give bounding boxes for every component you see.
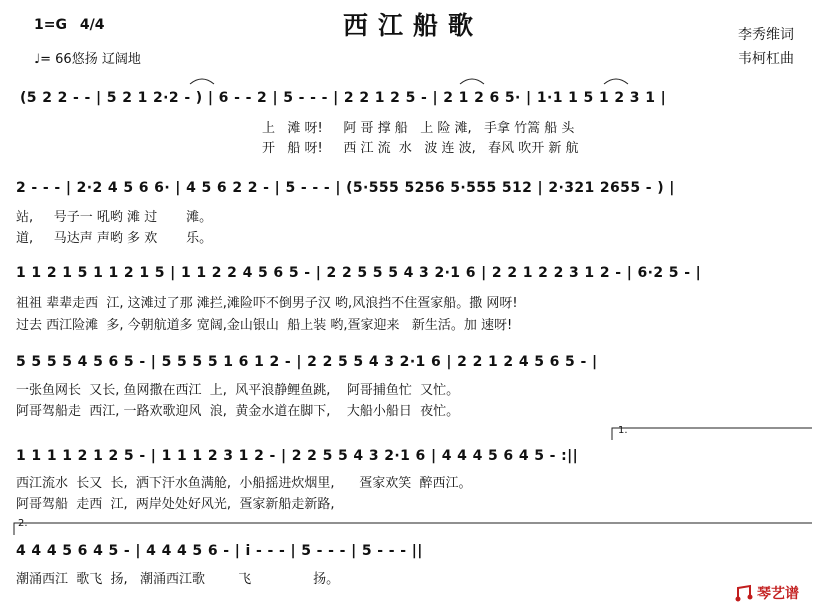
tie-2 [460, 79, 484, 84]
lyrics-line-2-verse-1: 站, 号子一 吼哟 滩 过 滩。 [16, 210, 213, 225]
tempo-marking: ♩= 66悠扬 辽阔地 [34, 52, 141, 67]
notation-line-6: 4 4 4 5 6 4 5 - | 4 4 4 5 6 - | i - - - | 5 - - - | 5 - - - || [16, 543, 423, 559]
lyrics-line-4-verse-2: 阿哥驾船走 西江, 一路欢歌迎风 浪, 黄金水道在脚下, 大船小船日 夜忙。 [16, 404, 460, 419]
lyrics-line-5-verse-2: 阿哥驾船 走西 江, 两岸处处好风光, 疍家新船走新路, [16, 497, 335, 512]
lyrics-line-3-verse-2: 过去 西江险滩 多, 今朝航道多 宽阔,金山银山 船上装 哟,疍家迎来 新生活。加 速呀! [16, 318, 513, 333]
lyrics-line-5-verse-1: 西江流水 长又 长, 洒下汗水鱼满舱, 小船摇进炊烟里, 疍家欢笑 醉西江。 [16, 476, 472, 491]
time-signature: 4/4 [79, 17, 105, 33]
notation-line-3: 1 1 2 1 5 1 1 2 1 5 | 1 1 2 2 4 5 6 5 - | 2 2 5 5 5 4 3 2·1 6 | 2 2 1 2 2 3 1 2 - | 6·2 5 - | [16, 265, 702, 281]
lyricist-credit: 李秀维词 [738, 27, 794, 43]
volta-1-bracket [612, 428, 812, 440]
tie-1 [190, 79, 214, 84]
notation-line-2: 2 - - - | 2·2 4 5 6 6· | 4 5 6 2 2 - | 5 - - - | (5·555 5256 5·555 512 | 2·321 2655 - ) | [16, 180, 675, 196]
volta-2-bracket [14, 523, 812, 535]
watermark-logo [734, 582, 799, 604]
watermark-text: 琴艺谱 [757, 586, 799, 602]
lyrics-line-3-verse-1: 祖祖 辈辈走西 江, 这滩过了那 滩拦,滩险吓不倒男子汉 哟,风浪挡不住疍家船。撒 网呀! [16, 296, 518, 311]
volta-2-label: 2. [18, 518, 28, 529]
notation-line-5: 1 1 1 1 2 1 2 5 - | 1 1 1 2 3 1 2 - | 2 2 5 5 4 3 2·1 6 | 4 4 4 5 6 4 5 - :|| [16, 448, 579, 464]
key-text: 1=G [34, 17, 67, 33]
tie-3 [604, 79, 628, 84]
music-note-icon [734, 583, 754, 603]
notation-line-4: 5 5 5 5 4 5 6 5 - | 5 5 5 5 1 6 1 2 - | 2 2 5 5 4 3 2·1 6 | 2 2 1 2 4 5 6 5 - | [16, 354, 598, 370]
notation-line-1: (5 2 2 - - | 5 2 1 2·2 - ) | 6 - - 2 | 5 - - - | 2 2 1 2 5 - | 2 1 2 6 5· | 1·1 1 5 1 2 3 1 | [20, 90, 667, 106]
volta-1-label: 1. [618, 425, 628, 436]
lyrics-line-1-verse-1: 上 滩 呀! 阿 哥 撑 船 上 险 滩, 手拿 竹篙 船 头 [262, 121, 575, 136]
composer-credit: 韦柯杠曲 [738, 51, 794, 67]
lyrics-line-2-verse-2: 道, 马达声 声哟 多 欢 乐。 [16, 231, 213, 246]
song-title: 西江船歌 [342, 11, 483, 40]
lyrics-line-1-verse-2: 开 船 呀! 西 江 流 水 波 连 波, 春风 吹开 新 航 [262, 141, 579, 156]
lyrics-line-6-verse-1: 潮涌西江 歌飞 扬, 潮涌西江歌 飞 扬。 [16, 572, 340, 587]
lyrics-line-4-verse-1: 一张鱼网长 又长, 鱼网撒在西江 上, 风平浪静鲤鱼跳, 阿哥捕鱼忙 又忙。 [16, 383, 460, 398]
